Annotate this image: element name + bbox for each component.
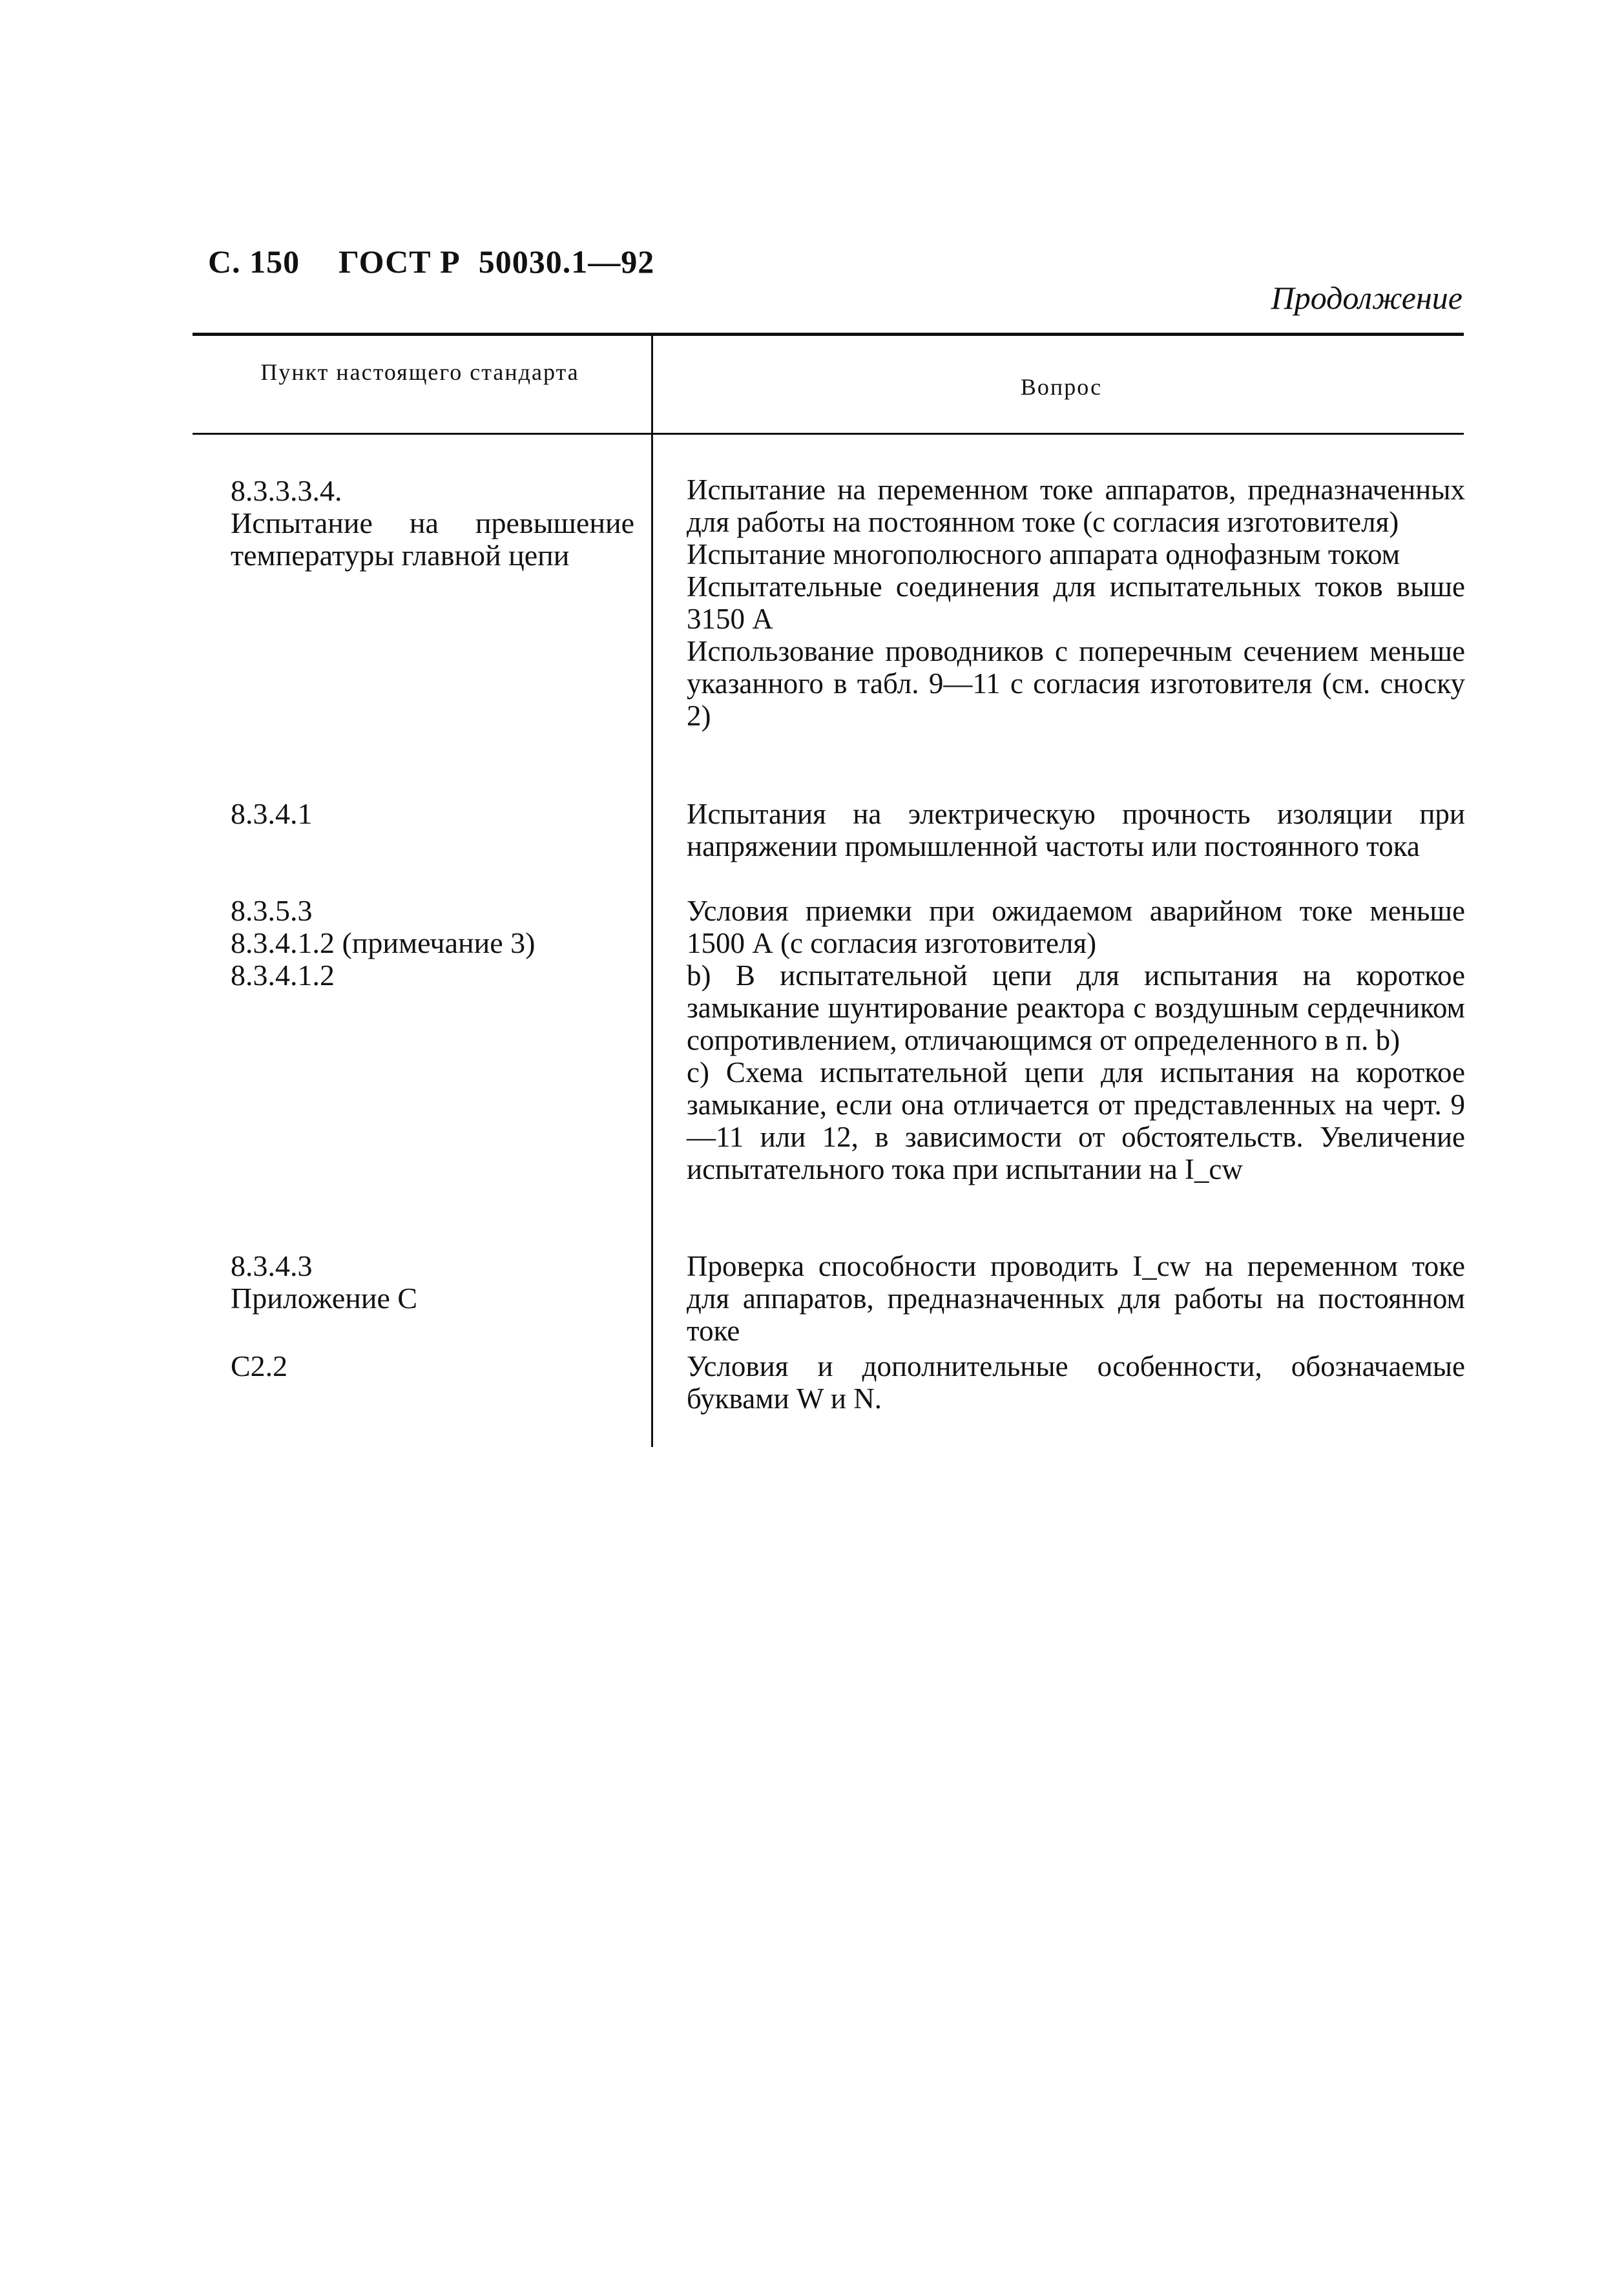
column-header-question: Вопрос — [1020, 374, 1103, 400]
clause-number: С2.2 — [231, 1349, 288, 1382]
question-text: с) Схема испытательной цепи для испытания на короткое замыкание, если она отличается от представленных на черт. 9—11 или 12, в зависимости от обстоятельств. Увеличение испытательного тока при испытании на I_cw — [687, 1056, 1465, 1185]
clause-number: 8.3.4.1.2 (примечание 3) — [231, 926, 536, 959]
clause-title: Испытание на превышение температуры главной цепи — [231, 506, 634, 572]
clause-cell — [231, 475, 634, 572]
clause-number: 8.3.5.3 — [231, 894, 313, 927]
question-text: Испытание на переменном токе аппаратов, предназначенных для работы на постоянном токе (с согласия изготовителя) — [687, 474, 1465, 538]
clause-cell — [231, 1350, 634, 1382]
question-cell — [687, 895, 1465, 1185]
question-text: b) В испытательной цепи для испытания на короткое замыкание шунтирование реактора с воздушным сердечником сопротивлением, отличающимся от определенного в п. b) — [687, 959, 1465, 1056]
question-text: Условия приемки при ожидаемом аварийном токе меньше 1500 А (с согласия изготовителя) — [687, 895, 1465, 959]
clause-cell — [231, 1250, 634, 1315]
question-text: Условия и дополнительные особенности, обозначаемые буквами W и N. — [687, 1350, 1465, 1415]
question-cell — [687, 1250, 1465, 1347]
table-column-divider — [651, 336, 653, 1447]
question-text: Проверка способности проводить I_cw на переменном токе для аппаратов, предназначенных для работы на постоянном токе — [687, 1250, 1465, 1347]
page-header — [191, 205, 654, 280]
clause-cell — [231, 798, 634, 830]
standard-label: ГОСТ Р — [338, 244, 461, 280]
clause-number: 8.3.4.1.2 — [231, 959, 335, 992]
table-top-rule — [193, 333, 1464, 336]
page-number: С. 150 — [208, 244, 300, 280]
question-text: Использование проводников с поперечным сечением меньше указанного в табл. 9—11 с согласия изготовителя (см. сноску 2) — [687, 635, 1465, 732]
clause-cell — [231, 895, 634, 992]
continuation-label: Продолжение — [1271, 280, 1463, 316]
table-header-rule — [193, 433, 1464, 435]
clause-title: Приложение С — [231, 1282, 418, 1315]
clause-number: 8.3.3.3.4. — [231, 474, 342, 507]
question-text: Испытание многополюсного аппарата однофазным током — [687, 538, 1400, 570]
clause-number: 8.3.4.3 — [231, 1249, 313, 1282]
column-header-clause: Пункт настоящего стандарта — [260, 359, 579, 385]
question-text: Испытания на электрическую прочность изоляции при напряжении промышленной частоты или постоянного тока — [687, 798, 1465, 862]
question-cell — [687, 798, 1465, 862]
standard-number: 50030.1—92 — [478, 244, 655, 280]
question-cell — [687, 1350, 1465, 1415]
clause-number: 8.3.4.1 — [231, 797, 313, 830]
question-cell — [687, 474, 1465, 732]
question-text: Испытательные соединения для испытательных токов выше 3150 А — [687, 570, 1465, 635]
